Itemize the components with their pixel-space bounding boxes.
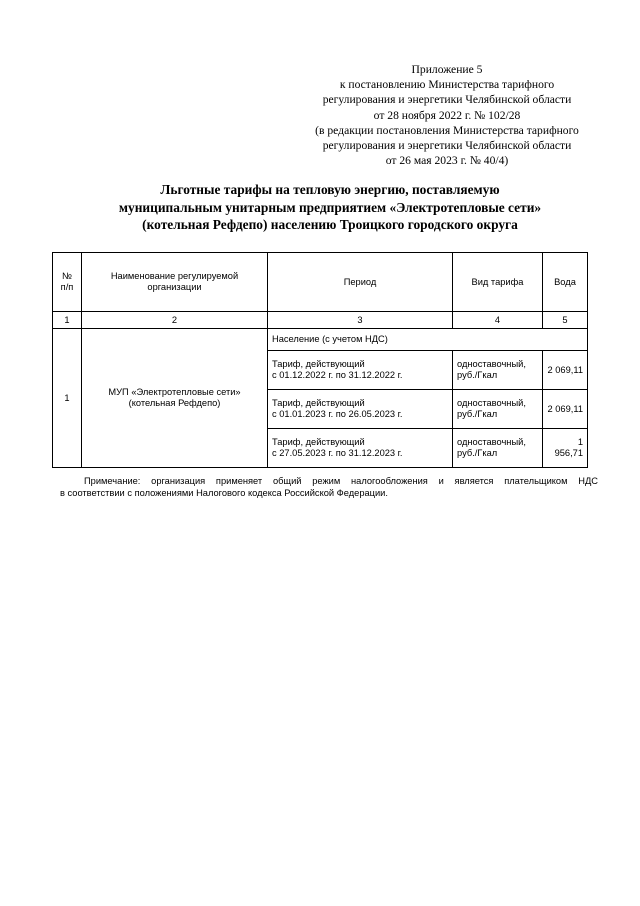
tariff-period: Тариф, действующий с 01.12.2022 г. по 31.12.2022 г. — [268, 351, 453, 390]
footnote-line: в соответствии с положениями Налогового кодекса Российской Федерации. — [60, 488, 388, 498]
appendix-line: регулирования и энергетики Челябинской области — [322, 93, 572, 107]
population-group: Население (с учетом НДС) — [268, 329, 588, 351]
footnote-line: Примечание: организация применяет общий режим налогообложения и является плательщиком НДС — [84, 476, 598, 486]
table-header-row — [53, 253, 588, 312]
appendix-line: от 26 мая 2023 г. № 40/4) — [385, 154, 509, 168]
row-number: 1 — [53, 329, 82, 468]
header-organization: Наименование регулируемой организации — [82, 253, 268, 312]
document-title — [40, 181, 620, 234]
header-water: Вода — [543, 253, 588, 312]
table-row — [53, 329, 588, 351]
appendix-date: от 28 ноября 2022 г. № 102/28 — [373, 108, 521, 122]
header-num: № п/п — [53, 253, 82, 312]
column-number: 3 — [268, 312, 453, 329]
column-number: 1 — [53, 312, 82, 329]
column-number: 2 — [82, 312, 268, 329]
appendix-header — [282, 62, 612, 168]
tariff-type: одноставочный, руб./Гкал — [453, 351, 543, 390]
column-number: 4 — [453, 312, 543, 329]
tariff-type: одноставочный, руб./Гкал — [453, 429, 543, 468]
water-tariff-value: 1 956,71 — [543, 429, 588, 468]
column-numbers-row — [53, 312, 588, 329]
title-line: (котельная Рефдепо) населению Троицкого городского округа — [142, 217, 518, 232]
appendix-line: (в редакции постановления Министерства тарифного — [315, 123, 579, 137]
title-line: Льготные тарифы на тепловую энергию, поставляемую — [160, 182, 500, 197]
title-line: муниципальным унитарным предприятием «Электротепловые сети» — [118, 199, 542, 215]
appendix-line: регулирования и энергетики Челябинской области — [322, 139, 572, 153]
tariff-period: Тариф, действующий с 27.05.2023 г. по 31.12.2023 г. — [268, 429, 453, 468]
tariff-table — [52, 252, 588, 468]
tariff-period: Тариф, действующий с 01.01.2023 г. по 26.05.2023 г. — [268, 390, 453, 429]
water-tariff-value: 2 069,11 — [543, 351, 588, 390]
tariff-type: одноставочный, руб./Гкал — [453, 390, 543, 429]
organization-name: МУП «Электротепловые сети» (котельная Рефдепо) — [82, 329, 268, 468]
appendix-line: к постановлению Министерства тарифного — [339, 78, 555, 92]
column-number: 5 — [543, 312, 588, 329]
header-period: Период — [268, 253, 453, 312]
header-tariff-type: Вид тарифа — [453, 253, 543, 312]
water-tariff-value: 2 069,11 — [543, 390, 588, 429]
footnote — [60, 475, 598, 499]
appendix-number: Приложение 5 — [411, 63, 483, 76]
